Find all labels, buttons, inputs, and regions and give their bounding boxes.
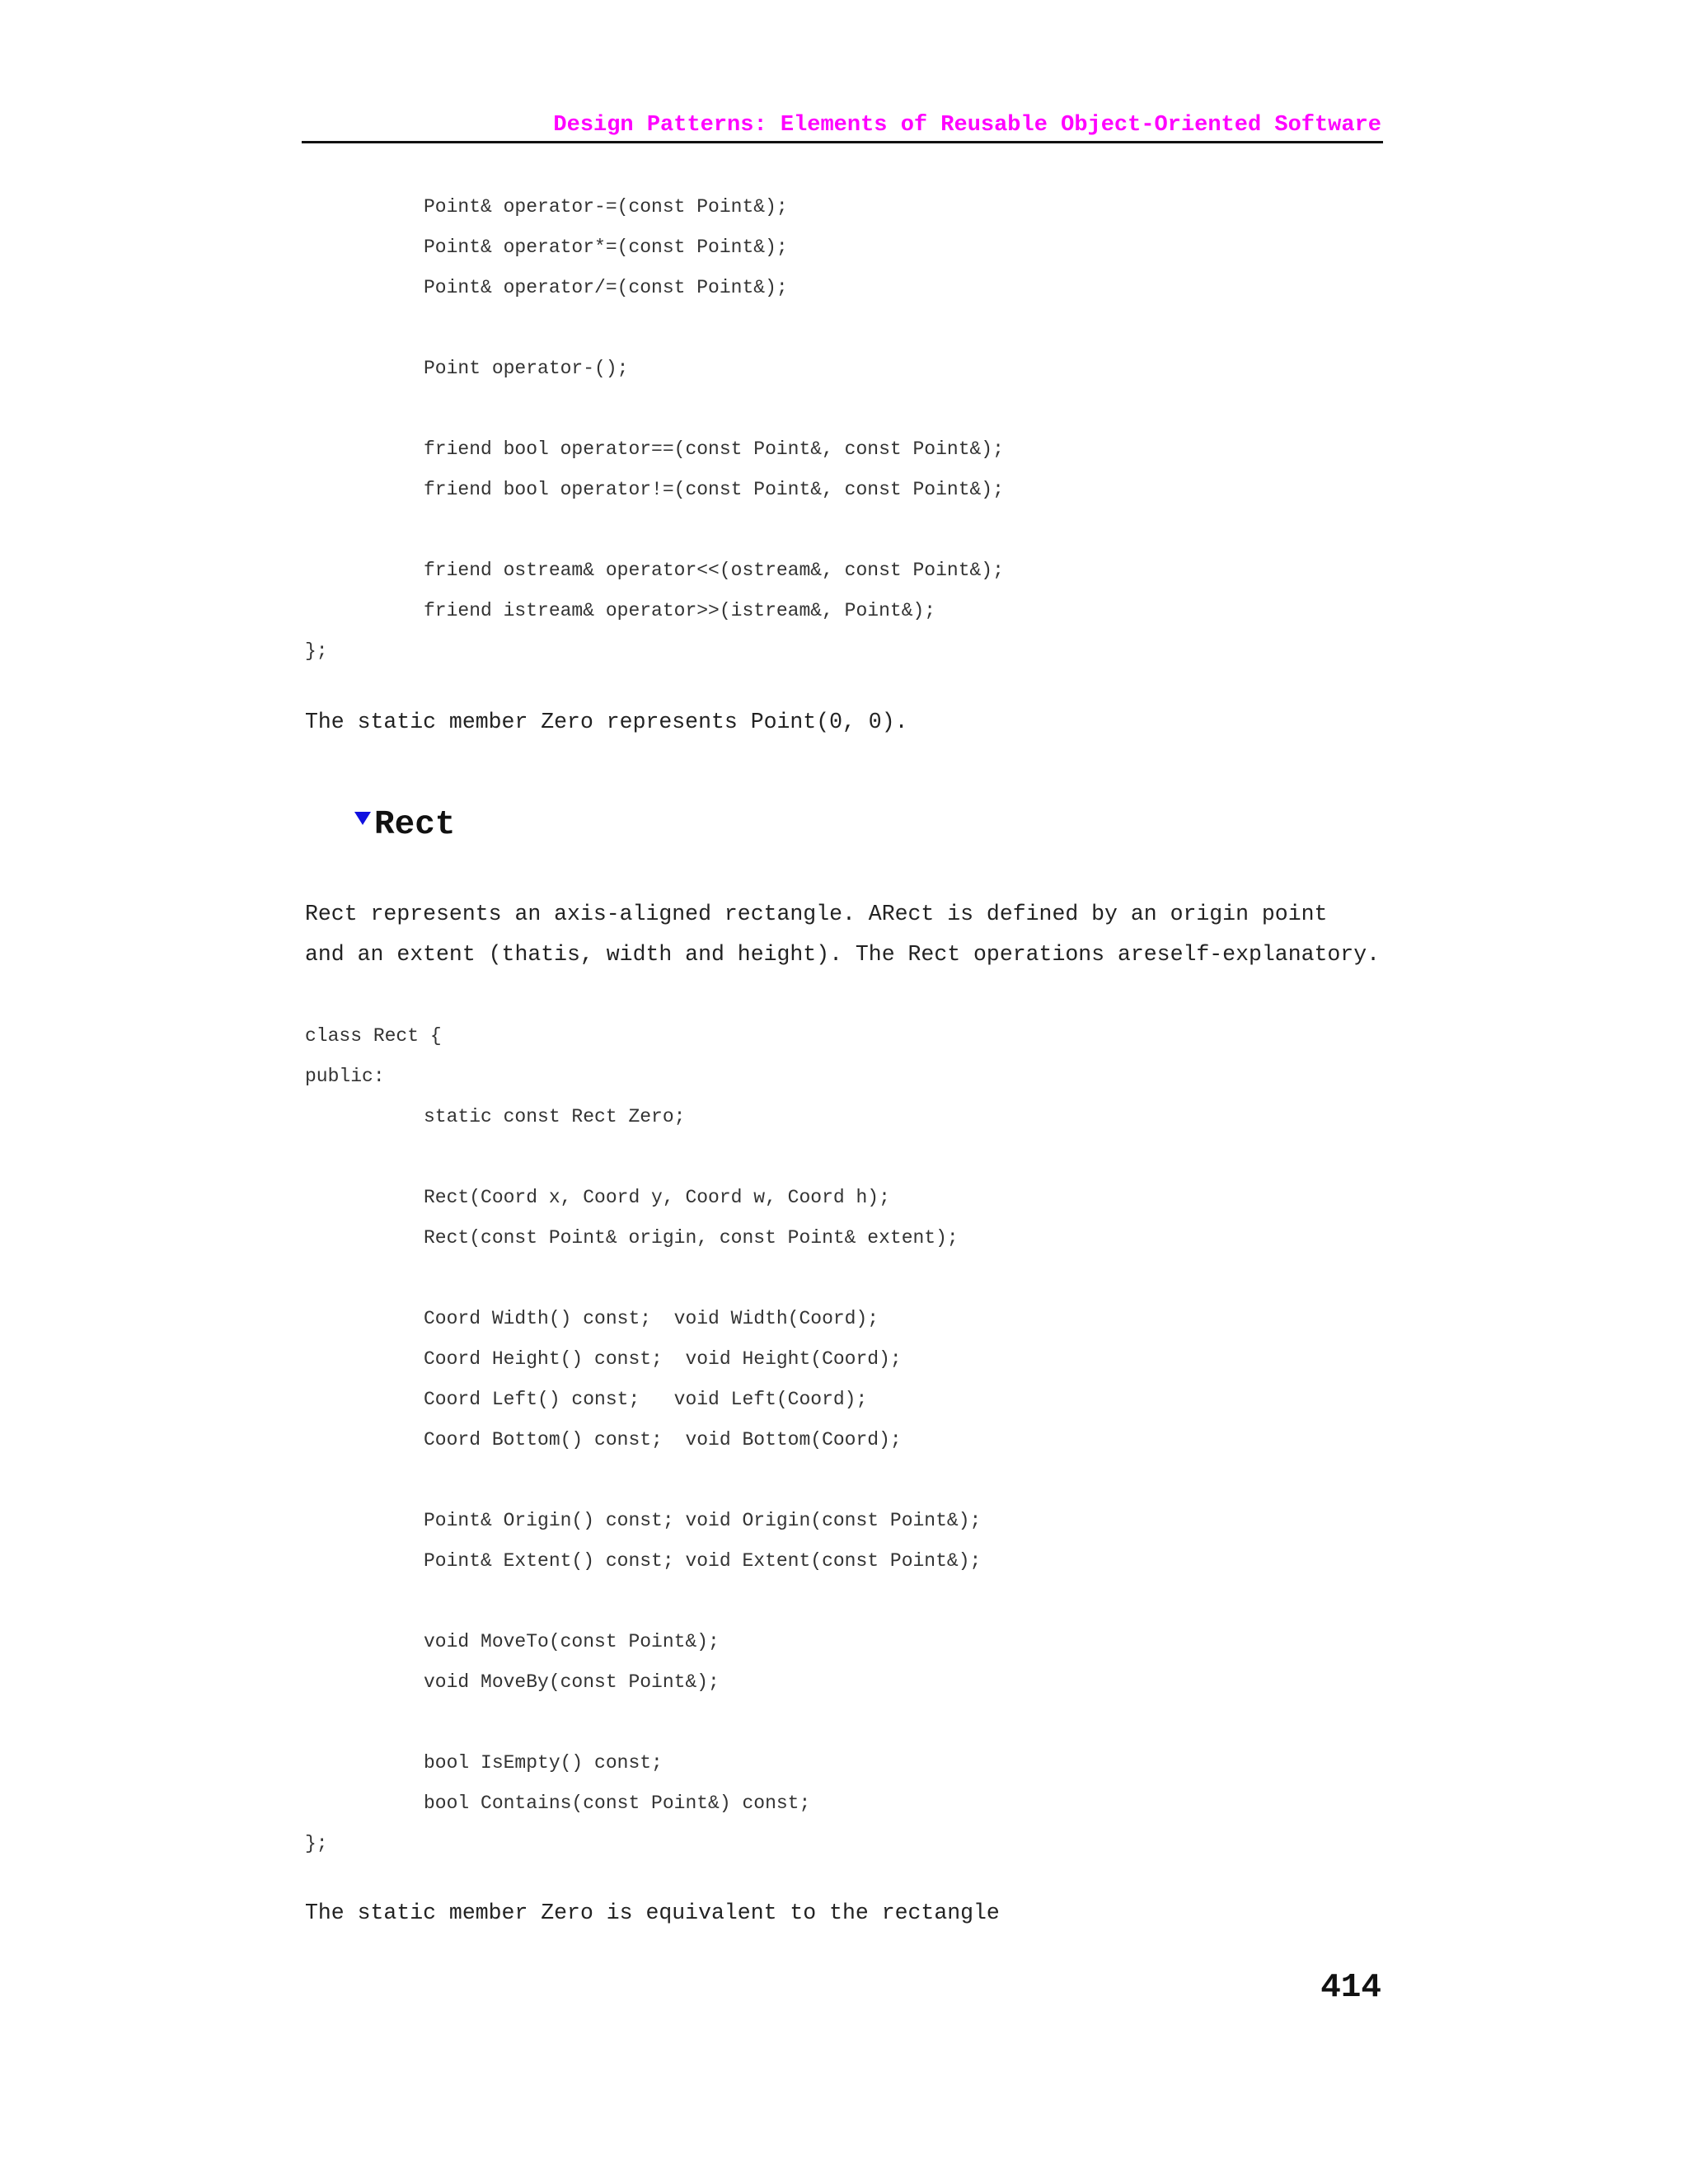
page-number: 414 [1320,1969,1381,2007]
code-line [305,1582,981,1622]
code-line: Coord Bottom() const; void Bottom(Coord); [424,1429,902,1451]
section-title: Rect [374,806,456,844]
code-line: Point operator-(); [424,358,629,379]
code-line: public: [305,1066,385,1087]
code-line: void MoveBy(const Point&); [424,1671,720,1693]
code-line: friend ostream& operator<<(ostream&, const Point&); [424,560,1004,581]
code-line: Point& operator-=(const Point&); [424,196,788,218]
rect-description [305,894,1385,975]
code-line [305,1137,981,1178]
code-line [305,1703,981,1743]
header-rule [302,141,1383,143]
code-line: Coord Width() const; void Width(Coord); [424,1308,879,1329]
code-line: static const Rect Zero; [424,1106,686,1127]
point-zero-note: The static member Zero represents Point(0, 0). [305,710,908,734]
code-line: bool IsEmpty() const; [424,1752,663,1774]
code-line: Point& operator/=(const Point&); [424,277,788,298]
running-header-title: Design Patterns: Elements of Reusable Object-Oriented Software [553,113,1381,138]
code-line: }; [305,1833,328,1854]
code-line [305,308,1004,349]
code-line [305,1258,981,1299]
rect-description-line: Rect represents an axis-aligned rectangle. ARect is defined by an origin point [305,902,1328,926]
code-line: Point& Origin() const; void Origin(const Point&); [424,1510,982,1531]
code-line: Coord Height() const; void Height(Coord); [424,1348,902,1370]
code-line: friend istream& operator>>(istream&, Point&); [424,600,936,621]
code-line: Rect(const Point& origin, const Point& extent); [424,1227,959,1249]
code-line: Point& operator*=(const Point&); [424,237,788,258]
rect-zero-note: The static member Zero is equivalent to the rectangle [305,1900,1000,1925]
code-line: friend bool operator==(const Point&, const Point&); [424,438,1004,460]
rect-class-code [305,1016,981,1864]
code-line: Rect(Coord x, Coord y, Coord w, Coord h); [424,1187,890,1208]
code-line: Coord Left() const; void Left(Coord); [424,1389,868,1410]
section-heading-rect[interactable] [354,802,455,848]
code-line: }; [305,640,328,662]
point-class-code [305,187,1004,672]
triangle-down-icon[interactable] [354,812,371,825]
code-line: friend bool operator!=(const Point&, const Point&); [424,479,1004,500]
rect-description-line: and an extent (thatis, width and height). The Rect operations areself-explanatory. [305,942,1381,967]
code-line: Point& Extent() const; void Extent(const Point&); [424,1550,982,1572]
code-line: void MoveTo(const Point&); [424,1631,720,1652]
code-line: class Rect { [305,1025,442,1047]
code-line [305,510,1004,551]
code-line [305,1460,981,1501]
code-line [305,389,1004,429]
code-line: bool Contains(const Point&) const; [424,1793,811,1814]
